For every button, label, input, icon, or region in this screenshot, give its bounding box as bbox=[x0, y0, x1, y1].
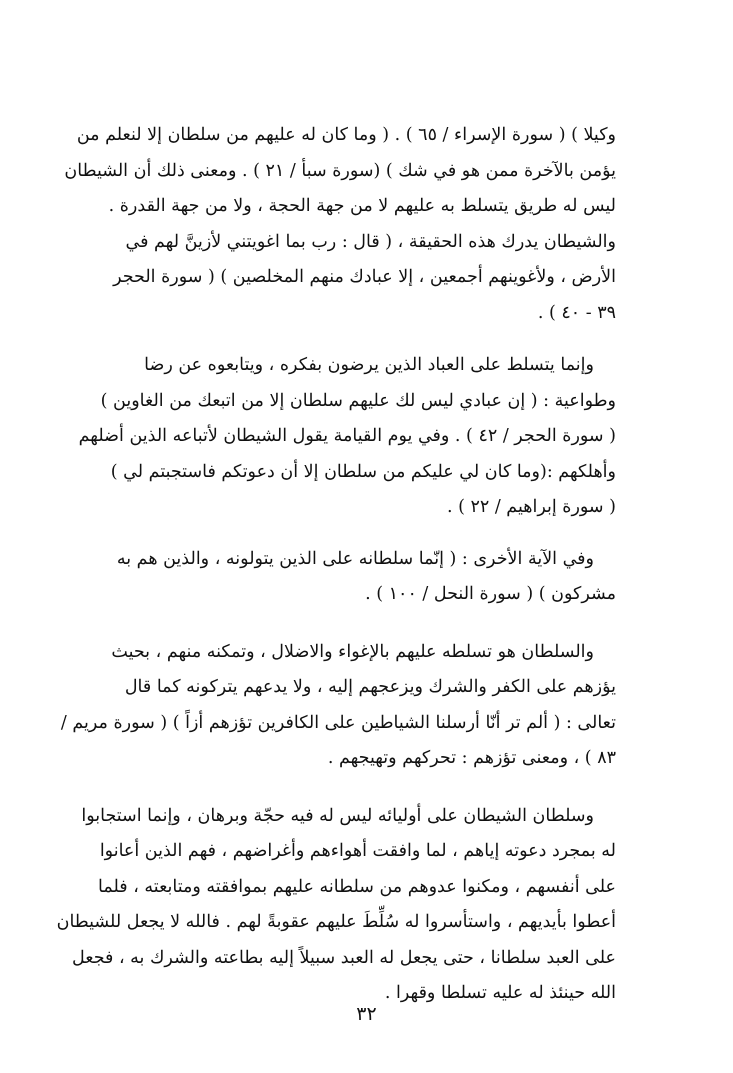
paragraph-1-line-2: يؤمن بالآخرة ممن هو في شك ) (سورة سبأ / ٢١ ) . ومعنى ذلك أن الشيطان bbox=[64, 160, 616, 181]
paragraph-4-line-2: يؤزهم على الكفر والشرك ويزعجهم إليه ، ولا يدعهم يتركونه كما قال bbox=[124, 677, 616, 697]
paragraph-2-line-4: وأهلكهم :(وما كان لي عليكم من سلطان إلا أن دعوتكم فاستجبتم لي ) bbox=[110, 461, 616, 482]
paragraph-4-line-1: والسلطان هو تسلطه عليهم بالإغواء والاضلال ، وتمكنه منهم ، بحيث bbox=[111, 641, 594, 662]
paragraph-5-line-1: وسلطان الشيطان على أوليائه ليس له فيه حجّة وبرهان ، وإنما استجابوا bbox=[81, 805, 594, 826]
paragraph-1-line-1: وكيلا ) ( سورة الإسراء / ٦٥ ) . ( وما كان له عليهم من سلطان إلا لنعلم من bbox=[76, 125, 616, 145]
paragraph-2 bbox=[60, 348, 616, 526]
paragraph-2-line-3: ( سورة الحجر / ٤٢ ) . وفي يوم القيامة يقول الشيطان لأتباعه الذين أضلهم bbox=[78, 426, 616, 446]
paragraph-2-line-5: ( سورة إبراهيم / ٢٢ ) . bbox=[446, 497, 616, 517]
paragraph-3 bbox=[60, 542, 616, 613]
paragraph-5-line-6: الله حينئذ له عليه تسلطا وقهرا . bbox=[384, 983, 616, 1003]
paragraph-2-line-1: وإنما يتسلط على العباد الذين يرضون بفكره ، ويتابعوه عن رضا bbox=[144, 355, 594, 375]
paragraph-3-line-2: مشركون ) ( سورة النحل / ١٠٠ ) . bbox=[365, 584, 616, 604]
paragraph-5-line-3: على أنفسهم ، ومكنوا عدوهم من سلطانه عليهم بموافقته ومتابعته ، فلما bbox=[98, 876, 616, 897]
paragraph-1 bbox=[60, 118, 616, 331]
paragraph-3-line-1: وفي الآية الأخرى : ( إنّما سلطانه على الذين يتولونه ، والذين هم به bbox=[116, 548, 594, 569]
paragraph-4-line-3: تعالى : ( ألم تر أنّا أرسلنا الشياطين على الكافرين تؤزهم أزاً ) ( سورة مريم / bbox=[60, 712, 616, 733]
paragraph-4-line-4: ٨٣ ) ، ومعنى تؤزهم : تحركهم وتهيجهم . bbox=[327, 748, 616, 768]
paragraph-1-line-6: ٣٩ - ٤٠ ) . bbox=[537, 302, 616, 323]
paragraph-4 bbox=[60, 635, 616, 777]
paragraph-1-line-4: والشيطان يدرك هذه الحقيقة ، ( قال : رب بما اغويتني لأزينَّ لهم في bbox=[125, 231, 616, 252]
paragraph-5 bbox=[56, 799, 616, 1012]
page-number: ٣٢ bbox=[356, 1003, 377, 1025]
paragraph-1-line-5: الأرض ، ولأغوينهم أجمعين ، إلا عبادك منهم المخلصين ) ( سورة الحجر bbox=[113, 267, 616, 287]
paragraph-5-line-2: له بمجرد دعوته إياهم ، لما وافقت أهواءهم وأغراضهم ، فهم الذين أعانوا bbox=[99, 841, 616, 861]
paragraph-1-line-3: ليس له طريق يتسلط به عليهم لا من جهة الحجة ، ولا من جهة القدرة . bbox=[108, 196, 616, 216]
paragraph-2-line-2: وطواعية : ( إن عبادي ليس لك عليهم سلطان إلا من اتبعك من الغاوين ) bbox=[100, 390, 616, 411]
page-body bbox=[56, 118, 616, 1012]
paragraph-5-line-4: أعطوا بأيديهم ، واستأسروا له سُلِّطَ عليهم عقوبةً لهم . فالله لا يجعل للشيطان bbox=[56, 912, 616, 932]
paragraph-5-line-5: على العبد سلطانا ، حتى يجعل له العبد سبيلاً إليه بطاعته والشرك به ، فجعل bbox=[72, 947, 616, 968]
